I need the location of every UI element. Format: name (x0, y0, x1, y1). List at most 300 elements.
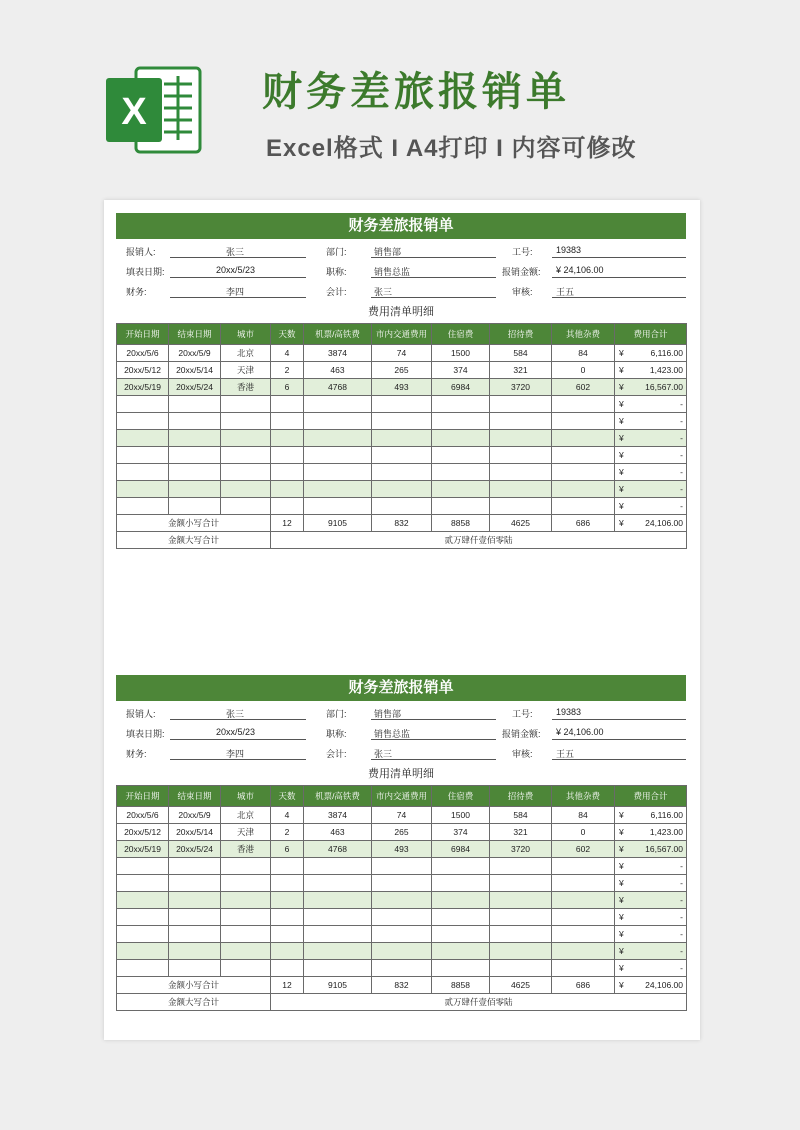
table-cell[interactable] (117, 892, 169, 909)
table-cell[interactable] (490, 892, 552, 909)
table-cell[interactable]: 20xx/5/12 (117, 362, 169, 379)
table-cell[interactable] (552, 909, 615, 926)
table-cell[interactable] (552, 960, 615, 977)
table-cell[interactable]: 493 (372, 379, 432, 396)
currency-symbol: ¥ (619, 946, 624, 956)
table-cell[interactable] (169, 892, 221, 909)
table-cell[interactable] (271, 926, 304, 943)
column-header: 市内交通费用 (372, 324, 432, 345)
table-cell[interactable] (552, 498, 615, 515)
table-cell[interactable]: 3720 (490, 841, 552, 858)
table-cell[interactable]: 20xx/5/6 (117, 807, 169, 824)
underline (170, 277, 306, 278)
table-cell[interactable] (372, 858, 432, 875)
table-cell[interactable] (432, 464, 490, 481)
currency-symbol: ¥ (619, 929, 624, 939)
row-total-cell[interactable] (615, 892, 687, 909)
table-cell[interactable]: 20xx/5/6 (117, 345, 169, 362)
table-cell[interactable] (117, 430, 169, 447)
row-total-cell[interactable] (615, 362, 687, 379)
table-cell[interactable]: 1500 (432, 345, 490, 362)
underline (170, 257, 306, 258)
column-header: 城市 (221, 786, 271, 807)
row-total-amount: - (680, 484, 683, 494)
table-cell[interactable] (432, 413, 490, 430)
table-row (117, 909, 687, 926)
table-cell[interactable] (304, 875, 372, 892)
table-cell[interactable] (221, 926, 271, 943)
info-label: 财务: (126, 749, 147, 759)
table-cell[interactable]: 74 (372, 807, 432, 824)
info-label: 会计: (326, 287, 347, 297)
table-cell[interactable] (490, 960, 552, 977)
table-cell[interactable] (490, 430, 552, 447)
table-cell[interactable]: 20xx/5/19 (117, 841, 169, 858)
table-row (117, 379, 687, 396)
row-total-cell[interactable] (615, 447, 687, 464)
row-total-amount: - (680, 399, 683, 409)
info-value: 销售总监 (374, 729, 411, 739)
table-cell[interactable] (372, 943, 432, 960)
table-cell[interactable] (304, 909, 372, 926)
table-cell[interactable]: 584 (490, 345, 552, 362)
table-cell[interactable]: 20xx/5/14 (169, 362, 221, 379)
table-cell[interactable] (271, 447, 304, 464)
table-cell[interactable]: 84 (552, 807, 615, 824)
table-cell[interactable]: 4768 (304, 841, 372, 858)
currency-symbol: ¥ (619, 501, 624, 511)
table-row (117, 943, 687, 960)
subtotal-hotel: 8858 (432, 977, 490, 994)
subtotal-air: 9105 (304, 515, 372, 532)
table-cell[interactable]: 20xx/5/19 (117, 379, 169, 396)
table-cell[interactable] (169, 413, 221, 430)
table-cell[interactable] (432, 430, 490, 447)
row-total-cell[interactable] (615, 379, 687, 396)
table-cell[interactable]: 602 (552, 379, 615, 396)
table-row (117, 413, 687, 430)
table-cell[interactable] (304, 430, 372, 447)
table-row (117, 824, 687, 841)
table-cell[interactable]: 374 (432, 362, 490, 379)
table-cell[interactable] (221, 875, 271, 892)
table-cell[interactable] (271, 413, 304, 430)
table-cell[interactable]: 20xx/5/9 (169, 345, 221, 362)
table-cell[interactable] (372, 447, 432, 464)
table-cell[interactable]: 3874 (304, 807, 372, 824)
table-cell[interactable] (552, 464, 615, 481)
info-label: 工号: (512, 709, 533, 719)
row-total-amount: 6,116.00 (650, 810, 683, 820)
currency-symbol: ¥ (619, 467, 624, 477)
table-cell[interactable] (169, 909, 221, 926)
row-total-amount: - (680, 433, 683, 443)
info-value: 张三 (374, 749, 393, 759)
table-cell[interactable] (169, 430, 221, 447)
table-cell[interactable]: 6 (271, 841, 304, 858)
info-label: 工号: (512, 247, 533, 257)
uppercase-label: 金额大写合计 (117, 532, 271, 549)
table-cell[interactable] (271, 892, 304, 909)
table-cell[interactable] (490, 909, 552, 926)
row-total-cell[interactable] (615, 345, 687, 362)
table-cell[interactable] (372, 396, 432, 413)
table-cell[interactable] (221, 396, 271, 413)
table-cell[interactable] (304, 413, 372, 430)
table-cell[interactable] (372, 464, 432, 481)
table-cell[interactable]: 天津 (221, 362, 271, 379)
row-total-cell[interactable] (615, 498, 687, 515)
table-cell[interactable] (117, 875, 169, 892)
currency-symbol: ¥ (619, 878, 624, 888)
table-cell[interactable] (169, 498, 221, 515)
table-cell[interactable]: 584 (490, 807, 552, 824)
table-cell[interactable] (552, 943, 615, 960)
info-value: 张三 (226, 709, 245, 719)
table-cell[interactable] (271, 875, 304, 892)
table-cell[interactable] (221, 464, 271, 481)
table-cell[interactable] (169, 481, 221, 498)
row-total-cell[interactable] (615, 960, 687, 977)
currency-symbol: ¥ (619, 963, 624, 973)
row-total-cell[interactable] (615, 481, 687, 498)
table-cell[interactable]: 20xx/5/9 (169, 807, 221, 824)
row-total-amount: - (680, 501, 683, 511)
uppercase-total-row (117, 532, 687, 549)
table-cell[interactable]: 香港 (221, 841, 271, 858)
currency-symbol: ¥ (619, 416, 624, 426)
table-cell[interactable] (117, 413, 169, 430)
table-cell[interactable] (304, 464, 372, 481)
table-cell[interactable] (169, 464, 221, 481)
section-title: 费用清单明细 (368, 306, 434, 318)
table-cell[interactable] (117, 464, 169, 481)
table-cell[interactable]: 602 (552, 841, 615, 858)
table-row (117, 396, 687, 413)
subtotal-other: 686 (552, 977, 615, 994)
currency-symbol: ¥ (619, 980, 624, 990)
table-cell[interactable] (432, 858, 490, 875)
subtotal-total: 24,106.00 (645, 518, 683, 528)
table-cell[interactable] (552, 396, 615, 413)
table-cell[interactable] (221, 858, 271, 875)
table-cell[interactable] (552, 858, 615, 875)
table-cell[interactable] (432, 909, 490, 926)
table-cell[interactable] (117, 943, 169, 960)
column-header: 其他杂费 (552, 786, 615, 807)
table-cell[interactable]: 4768 (304, 379, 372, 396)
table-cell[interactable] (372, 960, 432, 977)
table-cell[interactable] (372, 926, 432, 943)
table-cell[interactable] (169, 396, 221, 413)
table-cell[interactable] (271, 498, 304, 515)
row-total-amount: - (680, 929, 683, 939)
table-cell[interactable] (490, 858, 552, 875)
table-cell[interactable]: 4 (271, 345, 304, 362)
table-cell[interactable] (169, 858, 221, 875)
currency-symbol: ¥ (619, 518, 624, 528)
table-cell[interactable]: 3720 (490, 379, 552, 396)
table-cell[interactable] (221, 481, 271, 498)
currency-symbol: ¥ (619, 912, 624, 922)
table-cell[interactable]: 1500 (432, 807, 490, 824)
table-cell[interactable] (169, 447, 221, 464)
table-cell[interactable] (432, 960, 490, 977)
uppercase-label: 金额大写合计 (117, 994, 271, 1011)
subtotal-transit: 832 (372, 515, 432, 532)
table-cell[interactable] (432, 396, 490, 413)
table-cell[interactable] (117, 926, 169, 943)
info-label: 报销金额: (502, 267, 541, 277)
row-total-cell[interactable] (615, 926, 687, 943)
table-cell[interactable]: 天津 (221, 824, 271, 841)
table-cell[interactable] (271, 464, 304, 481)
row-total-amount: - (680, 878, 683, 888)
table-cell[interactable]: 493 (372, 841, 432, 858)
table-cell[interactable]: 2 (271, 824, 304, 841)
table-cell[interactable] (221, 909, 271, 926)
table-cell[interactable] (372, 430, 432, 447)
table-cell[interactable] (169, 875, 221, 892)
info-value: 张三 (226, 247, 245, 257)
table-cell[interactable] (271, 396, 304, 413)
row-total-cell[interactable] (615, 943, 687, 960)
table-cell[interactable] (271, 909, 304, 926)
info-value: 王五 (556, 287, 575, 297)
table-cell[interactable] (552, 892, 615, 909)
table-cell[interactable] (432, 943, 490, 960)
table-cell[interactable] (372, 481, 432, 498)
table-cell[interactable] (169, 943, 221, 960)
table-cell[interactable]: 6984 (432, 379, 490, 396)
table-cell[interactable] (372, 413, 432, 430)
table-cell[interactable]: 6984 (432, 841, 490, 858)
table-cell[interactable] (432, 481, 490, 498)
row-total-cell[interactable] (615, 909, 687, 926)
table-row (117, 841, 687, 858)
table-cell[interactable]: 6 (271, 379, 304, 396)
row-total-cell[interactable] (615, 413, 687, 430)
table-cell[interactable]: 463 (304, 824, 372, 841)
table-cell[interactable] (490, 481, 552, 498)
underline (552, 297, 686, 298)
table-cell[interactable] (552, 447, 615, 464)
column-header: 招待费 (490, 786, 552, 807)
table-cell[interactable]: 20xx/5/24 (169, 379, 221, 396)
table-cell[interactable] (490, 464, 552, 481)
table-cell[interactable] (432, 875, 490, 892)
table-row (117, 345, 687, 362)
table-cell[interactable] (304, 926, 372, 943)
table-cell[interactable] (304, 960, 372, 977)
table-cell[interactable]: 3874 (304, 345, 372, 362)
table-row (117, 430, 687, 447)
table-cell[interactable] (490, 875, 552, 892)
table-cell[interactable]: 84 (552, 345, 615, 362)
table-cell[interactable]: 321 (490, 362, 552, 379)
subtotal-air: 9105 (304, 977, 372, 994)
table-cell[interactable] (117, 498, 169, 515)
row-total-cell[interactable] (615, 875, 687, 892)
table-cell[interactable] (304, 481, 372, 498)
table-row (117, 481, 687, 498)
uppercase-value[interactable]: 贰万肆仟壹佰零陆 (271, 532, 687, 549)
info-label: 职称: (326, 729, 347, 739)
table-cell[interactable] (432, 892, 490, 909)
table-cell[interactable]: 香港 (221, 379, 271, 396)
table-cell[interactable] (432, 926, 490, 943)
table-cell[interactable] (117, 481, 169, 498)
info-value: 20xx/5/23 (216, 727, 256, 737)
table-cell[interactable] (221, 498, 271, 515)
table-row (117, 875, 687, 892)
currency-symbol: ¥ (619, 844, 624, 854)
row-total-cell[interactable] (615, 841, 687, 858)
underline (170, 719, 306, 720)
table-cell[interactable] (432, 498, 490, 515)
table-cell[interactable] (117, 909, 169, 926)
table-cell[interactable] (490, 396, 552, 413)
excel-logo-letter: X (121, 91, 147, 133)
column-header: 其他杂费 (552, 324, 615, 345)
table-cell[interactable] (372, 875, 432, 892)
table-cell[interactable]: 4 (271, 807, 304, 824)
table-cell[interactable] (271, 960, 304, 977)
table-cell[interactable] (271, 481, 304, 498)
currency-symbol: ¥ (619, 861, 624, 871)
underline (552, 739, 686, 740)
table-cell[interactable] (372, 498, 432, 515)
table-cell[interactable] (372, 892, 432, 909)
row-total-cell[interactable] (615, 430, 687, 447)
row-total-cell[interactable] (615, 464, 687, 481)
row-total-amount: - (680, 416, 683, 426)
section-title: 费用清单明细 (368, 768, 434, 780)
underline (552, 277, 686, 278)
table-header-row (117, 324, 687, 345)
table-cell[interactable] (271, 430, 304, 447)
uppercase-value[interactable]: 贰万肆仟壹佰零陆 (271, 994, 687, 1011)
row-total-cell[interactable] (615, 396, 687, 413)
currency-symbol: ¥ (619, 895, 624, 905)
table-cell[interactable]: 0 (552, 824, 615, 841)
subtotal-total-cell (615, 515, 687, 532)
table-cell[interactable]: 463 (304, 362, 372, 379)
table-cell[interactable]: 北京 (221, 807, 271, 824)
info-label: 报销人: (126, 709, 156, 719)
info-row (116, 279, 686, 299)
table-cell[interactable] (271, 943, 304, 960)
table-cell[interactable] (490, 926, 552, 943)
column-header: 住宿费 (432, 786, 490, 807)
info-label: 财务: (126, 287, 147, 297)
table-cell[interactable]: 374 (432, 824, 490, 841)
table-cell[interactable]: 74 (372, 345, 432, 362)
table-cell[interactable] (304, 943, 372, 960)
table-cell[interactable] (221, 960, 271, 977)
table-cell[interactable]: 321 (490, 824, 552, 841)
table-cell[interactable]: 20xx/5/24 (169, 841, 221, 858)
table-cell[interactable] (117, 858, 169, 875)
table-cell[interactable] (304, 498, 372, 515)
table-cell[interactable] (304, 447, 372, 464)
row-total-cell[interactable] (615, 858, 687, 875)
row-total-cell[interactable] (615, 807, 687, 824)
table-cell[interactable] (490, 498, 552, 515)
info-label: 部门: (326, 247, 347, 257)
row-total-amount: 1,423.00 (649, 827, 683, 837)
table-cell[interactable] (304, 396, 372, 413)
table-cell[interactable] (552, 926, 615, 943)
table-cell[interactable] (552, 481, 615, 498)
currency-symbol: ¥ (619, 399, 624, 409)
table-cell[interactable] (117, 396, 169, 413)
info-value: 销售部 (374, 709, 402, 719)
page-title: 财务差旅报销单 (262, 70, 570, 114)
table-cell[interactable] (490, 413, 552, 430)
table-cell[interactable] (221, 413, 271, 430)
table-cell[interactable] (304, 858, 372, 875)
column-header: 天数 (271, 324, 304, 345)
row-total-cell[interactable] (615, 824, 687, 841)
table-cell[interactable] (117, 960, 169, 977)
table-cell[interactable]: 265 (372, 824, 432, 841)
table-cell[interactable] (552, 430, 615, 447)
table-cell[interactable] (490, 447, 552, 464)
table-cell[interactable] (169, 960, 221, 977)
table-row (117, 858, 687, 875)
subtotal-other: 686 (552, 515, 615, 532)
currency-symbol: ¥ (619, 382, 624, 392)
table-cell[interactable]: 265 (372, 362, 432, 379)
table-cell[interactable]: 北京 (221, 345, 271, 362)
table-cell[interactable] (221, 447, 271, 464)
table-cell[interactable]: 2 (271, 362, 304, 379)
info-label: 审核: (512, 287, 533, 297)
page-header (0, 0, 800, 200)
document-sheet (104, 200, 700, 1040)
table-cell[interactable] (432, 447, 490, 464)
info-label: 部门: (326, 709, 347, 719)
table-cell[interactable] (490, 943, 552, 960)
underline (170, 739, 306, 740)
table-cell[interactable] (169, 926, 221, 943)
table-cell[interactable] (271, 858, 304, 875)
underline (170, 759, 306, 760)
table-cell[interactable]: 20xx/5/14 (169, 824, 221, 841)
table-cell[interactable]: 0 (552, 362, 615, 379)
table-cell[interactable] (552, 413, 615, 430)
row-total-amount: - (680, 450, 683, 460)
table-cell[interactable]: 20xx/5/12 (117, 824, 169, 841)
table-cell[interactable] (221, 430, 271, 447)
info-value: 王五 (556, 749, 575, 759)
subtotal-hotel: 8858 (432, 515, 490, 532)
info-row (116, 721, 686, 741)
table-row (117, 807, 687, 824)
currency-symbol: ¥ (619, 484, 624, 494)
table-cell[interactable] (117, 447, 169, 464)
underline (170, 297, 306, 298)
table-cell[interactable] (221, 892, 271, 909)
table-cell[interactable] (372, 909, 432, 926)
table-cell[interactable] (221, 943, 271, 960)
info-row (116, 259, 686, 279)
column-header: 招待费 (490, 324, 552, 345)
table-cell[interactable] (552, 875, 615, 892)
table-cell[interactable] (304, 892, 372, 909)
info-row (116, 239, 686, 259)
